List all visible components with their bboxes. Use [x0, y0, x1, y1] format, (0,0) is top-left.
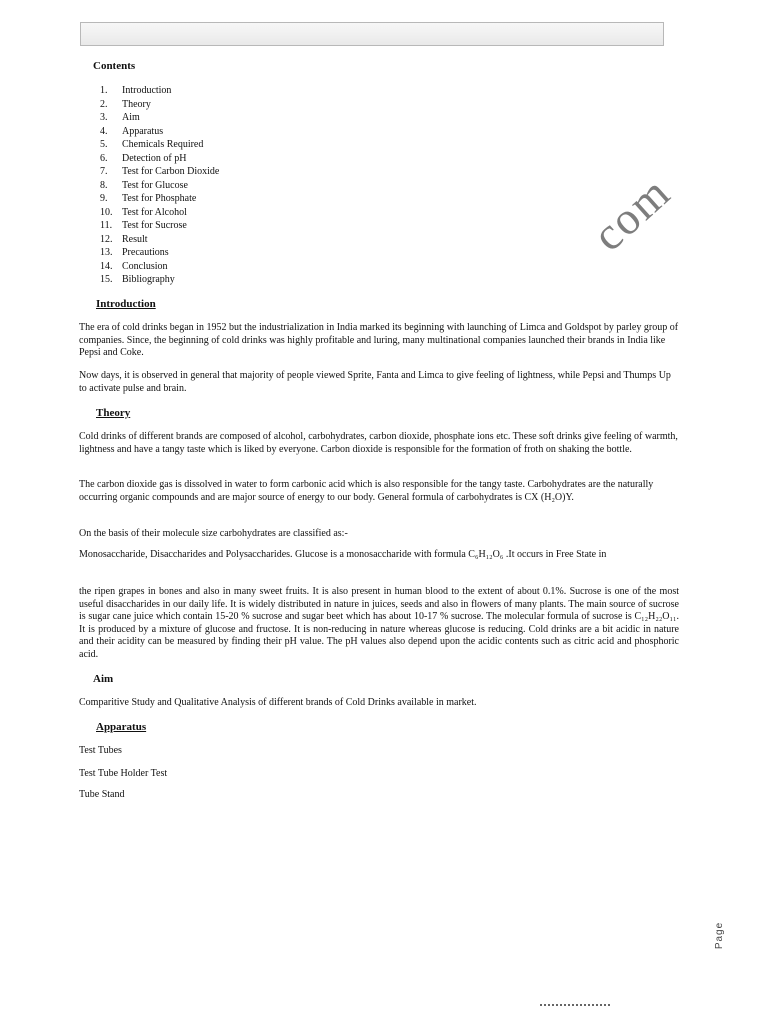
list-item: 4. Apparatus	[100, 125, 164, 137]
list-item: 9. Test for Phosphate	[100, 193, 197, 204]
header-bar	[80, 22, 664, 46]
list-item: 3. Aim	[100, 112, 140, 123]
list-item: 12. Result	[100, 233, 148, 245]
apparatus-item: Tube Stand	[79, 789, 125, 800]
footer-mark	[540, 1004, 610, 1010]
list-item: 10. Test for Alcohol	[100, 206, 187, 218]
watermark-text: com	[582, 165, 681, 261]
list-item: 7. Test for Carbon Dioxide	[100, 166, 220, 177]
list-item: 11. Test for Sucrose	[100, 220, 187, 231]
introduction-paragraph-2: Now days, it is observed in general that majority of people viewed Sprite, Fanta and Limca to give feeling of lightness, while Pepsi and Thumps Up to activate pulse and brain.	[79, 370, 671, 394]
contents-list	[100, 84, 219, 287]
contents-heading: Contents	[93, 60, 136, 72]
list-item: 14. Conclusion	[100, 260, 168, 272]
theory-paragraph-2: The carbon dioxide gas is dissolved in water to form carbonic acid which is also responsible for the tangy taste. Carbohydrates are the naturally occurring organic compounds and are major source of energy to our body. General formula of carbohydrates is CX (H₂O)Y.	[79, 479, 654, 503]
list-item: 5. Chemicals Required	[100, 139, 204, 150]
list-item: 6. Detection of pH	[100, 152, 187, 164]
apparatus-item: Test Tube Holder Test	[79, 768, 168, 779]
list-item: 13. Precautions	[100, 247, 169, 258]
introduction-heading: Introduction	[96, 298, 156, 310]
list-item: 15. Bibliography	[100, 274, 175, 285]
list-item: 1. Introduction	[100, 85, 172, 96]
theory-paragraph-5: the ripen grapes in bones and also in many sweet fruits. It is also present in human blood to the extent of about 0.1%. Sucrose is one of the most useful disaccharides in our daily life. It is widely distributed in nature in juices, seeds and also in flowers of many plants. The main source of sucrose is sugar cane juice which contain 15-20 % sucrose and sugar beet which has about 10-17 % sucrose. The molecular formula of sucrose is C₁₂H₂₂O₁₁. It is produced by a mixture of glucose and fructose. It is non-reducing in nature whereas glucose is reducing. Cold drinks are a bit acidic in nature and their acidity can be measured by finding their pH value. The pH values also depend upon the acidic contents such as citric acid and phosphoric acid.	[79, 586, 679, 660]
introduction-paragraph-1: The era of cold drinks began in 1952 but the industrialization in India marked its beginning with launching of Limca and Goldspot by parley group of companies. Since, the beginning of cold drinks was highly profitable and luring, many multinational companies launched their brands in India like Pepsi and Coke.	[79, 322, 679, 359]
aim-text: Comparitive Study and Qualitative Analysis of different brands of Cold Drinks available in market.	[79, 697, 477, 708]
apparatus-heading: Apparatus	[96, 721, 147, 733]
page-label: Page	[714, 921, 726, 950]
list-item: 8. Test for Glucose	[100, 179, 188, 191]
aim-heading: Aim	[93, 673, 114, 685]
apparatus-item: Test Tubes	[79, 745, 122, 756]
list-item: 2. Theory	[100, 98, 151, 110]
theory-heading: Theory	[96, 407, 131, 419]
theory-paragraph-3: On the basis of their molecule size carbohydrates are classified as:-	[79, 528, 348, 539]
theory-paragraph-1: Cold drinks of different brands are composed of alcohol, carbohydrates, carbon dioxide, phosphate ions etc. These soft drinks give feeling of warmth, lightness and have a tangy taste which is liked by everyone. Carbon dioxide is responsible for the formation of froth on shaking the bottle.	[79, 431, 678, 455]
theory-paragraph-4: Monosaccharide, Disaccharides and Polysaccharides. Glucose is a monosaccharide with formula C₆H₁₂O₆ .It occurs in Free State in	[79, 549, 607, 560]
